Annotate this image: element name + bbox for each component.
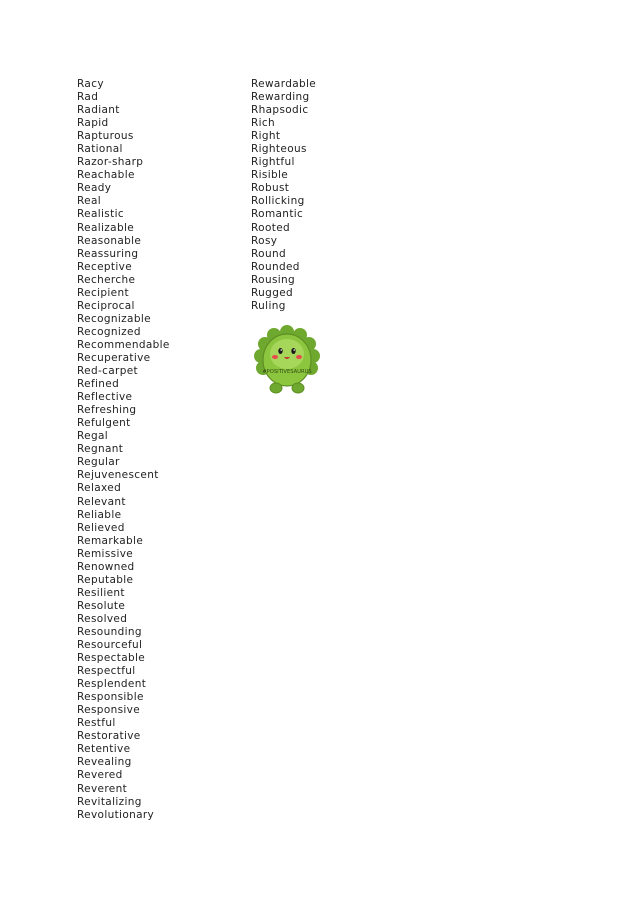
word-item: Restorative [77, 730, 141, 743]
word-item: Robust [251, 182, 290, 195]
word-item: Relaxed [77, 482, 122, 495]
word-item: Radiant [77, 104, 120, 117]
word-item: Respectful [77, 665, 136, 678]
word-item: Recognized [77, 325, 141, 338]
word-item: Red-carpet [77, 365, 139, 378]
word-item: Reputable [77, 573, 134, 586]
word-item: Remissive [77, 547, 134, 560]
word-item: Right [251, 130, 281, 143]
word-item: Reliable [77, 508, 122, 521]
word-item: Refreshing [77, 404, 137, 417]
green-turtle-mascot-icon [254, 324, 320, 396]
word-item: Rewarding [251, 91, 310, 104]
word-item: Responsive [77, 704, 141, 717]
word-item: Rational [77, 143, 123, 156]
word-item: Rousing [251, 273, 296, 286]
positivesaurus-mascot [254, 324, 320, 396]
word-item: Recherche [77, 273, 136, 286]
word-item: Regal [77, 430, 109, 443]
word-item: Realistic [77, 208, 124, 221]
word-item: Resplendent [77, 678, 147, 691]
word-item: Reassuring [77, 247, 139, 260]
word-item: Realizable [77, 221, 135, 234]
word-item: Refulgent [77, 417, 131, 430]
word-item: Rooted [251, 221, 291, 234]
word-item: Responsible [77, 691, 144, 704]
word-item: Resolute [77, 599, 126, 612]
word-item: Receptive [77, 260, 133, 273]
word-item: Reciprocal [77, 299, 135, 312]
word-item: Reasonable [77, 234, 142, 247]
word-item: Rewardable [251, 78, 317, 90]
word-item: Regnant [77, 443, 124, 456]
word-item: Real [77, 195, 102, 208]
word-item: Righteous [251, 143, 307, 156]
word-item: Ruling [251, 299, 286, 312]
mascot-label: #POSITIVESAURUS [262, 369, 312, 375]
word-item: Recognizable [77, 312, 151, 325]
word-item: Revitalizing [77, 795, 142, 808]
word-item: Rad [77, 91, 99, 104]
word-item: Renowned [77, 560, 135, 573]
word-item: Revolutionary [77, 808, 155, 821]
word-item: Rich [251, 117, 276, 130]
word-item: Resourceful [77, 639, 143, 652]
word-item: Revered [77, 769, 123, 782]
word-item: Ready [77, 182, 112, 195]
word-item: Relieved [77, 521, 125, 534]
word-item: Relevant [77, 495, 126, 508]
word-item: Refined [77, 378, 120, 391]
word-item: Reflective [77, 391, 133, 404]
word-item: Recommendable [77, 338, 170, 351]
word-item: Respectable [77, 652, 146, 665]
word-item: Rejuvenescent [77, 469, 159, 482]
word-item: Racy [77, 78, 104, 90]
word-item: Reachable [77, 169, 135, 182]
word-item: Rapturous [77, 130, 134, 143]
word-item: Resilient [77, 586, 125, 599]
word-item: Rhapsodic [251, 104, 309, 117]
word-item: Risible [251, 169, 289, 182]
word-item: Romantic [251, 208, 304, 221]
word-item: Rosy [251, 234, 278, 247]
word-list-right [251, 78, 316, 313]
word-item: Restful [77, 717, 116, 730]
word-item: Rollicking [251, 195, 305, 208]
word-item: Resolved [77, 612, 128, 625]
word-item: Resounding [77, 625, 142, 638]
word-item: Rugged [251, 286, 294, 299]
word-list-left [77, 78, 170, 822]
word-item: Razor-sharp [77, 156, 144, 169]
word-item: Regular [77, 456, 120, 469]
word-item: Revealing [77, 756, 132, 769]
word-item: Round [251, 247, 286, 260]
word-item: Retentive [77, 743, 131, 756]
word-item: Recipient [77, 286, 129, 299]
word-item: Rightful [251, 156, 295, 169]
word-item: Recuperative [77, 351, 151, 364]
word-item: Remarkable [77, 534, 144, 547]
word-item: Rounded [251, 260, 300, 273]
word-item: Reverent [77, 782, 128, 795]
word-item: Rapid [77, 117, 109, 130]
